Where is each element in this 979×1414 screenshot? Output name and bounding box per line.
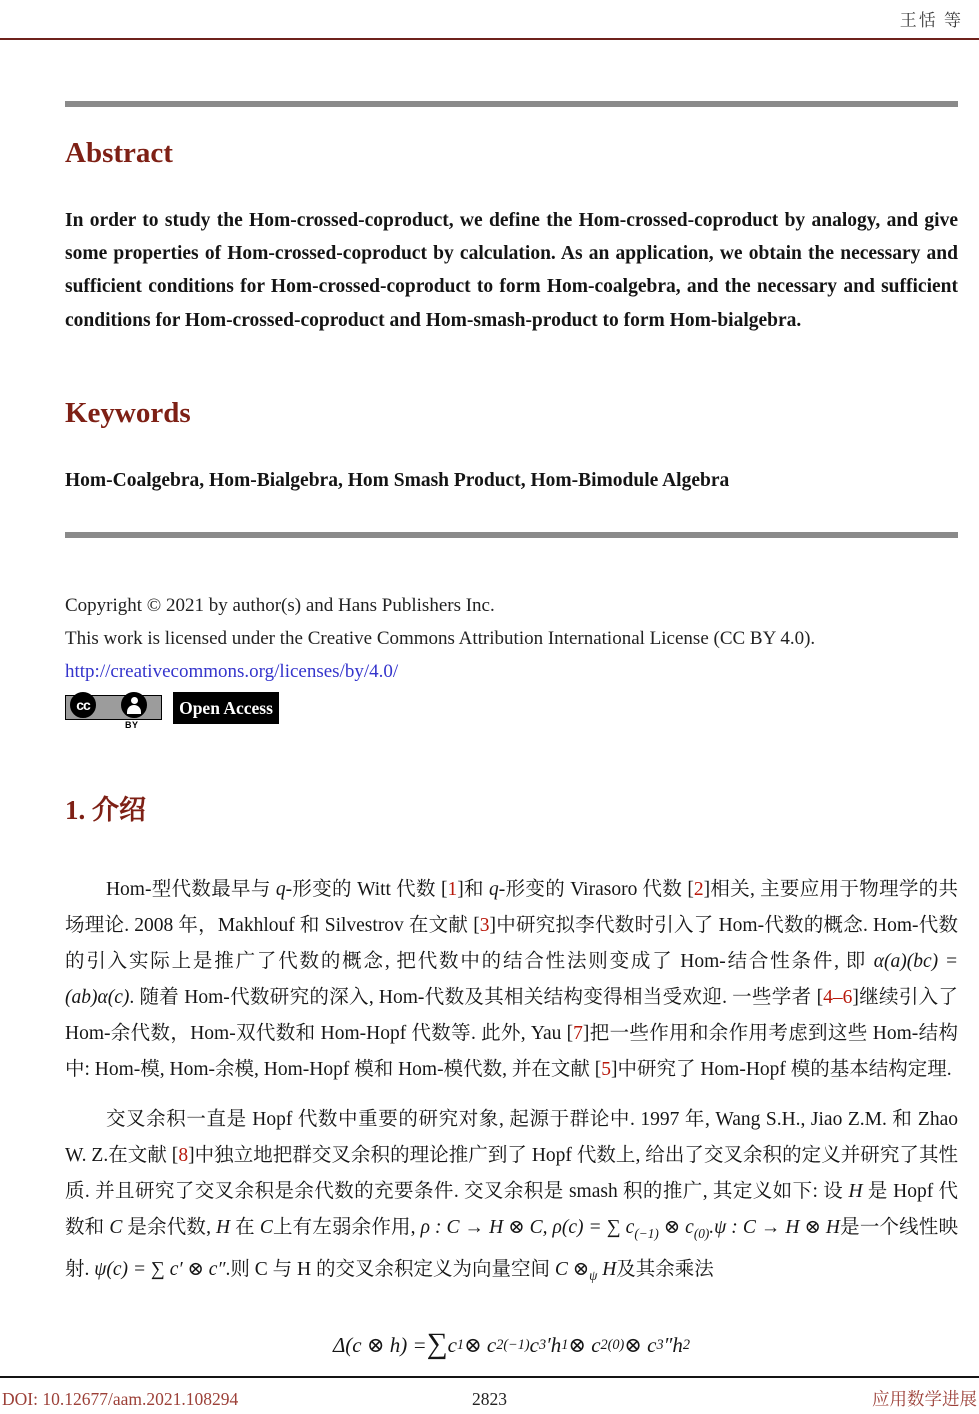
license-link[interactable]: http://creativecommons.org/licenses/by/4.0/ [65,661,399,682]
keywords-heading: Keywords [65,397,191,429]
keywords-divider-bar [65,532,958,538]
header-rule [0,38,979,40]
keywords-text: Hom-Coalgebra, Hom-Bialgebra, Hom Smash Product, Hom-Bimodule Algebra [65,470,730,491]
section-heading: 1. 介绍 [65,795,146,825]
display-formula: Δ(c ⊗ h) = ∑ c 1 ⊗ c 2(−1) c 3 ′h 1 ⊗ c 2(0) ⊗ c 3 ″h 2 [332,1328,690,1361]
person-icon [121,692,147,718]
copyright-line: Copyright © 2021 by author(s) and Hans Publishers Inc. [65,595,495,616]
running-header-author: 王恬 等 [899,11,963,30]
open-access-badge[interactable] [173,692,279,724]
journal-name: 应用数学进展 [872,1389,977,1409]
cc-by-label: BY [125,720,139,730]
introduction-body [65,872,958,1308]
abstract-divider-bar [65,101,958,107]
running-header [900,6,963,31]
cc-by-badge[interactable] [65,692,164,729]
open-access-label: Open Access [179,697,273,718]
page-footer [0,1386,979,1411]
page-number: 2823 [472,1389,507,1409]
cc-logo-icon [70,692,96,718]
paragraph: Hom-型代数最早与 q-形变的 Witt 代数 [1]和 q-形变的 Virasoro 代数 [2]相关, 主要应用于物理学的共场理论. 2008 年，Makhlouf 和 Silvestrov 在文献 [3]中研究拟李代数时引入了 Hom-代数的概念. Hom-代数的引入实际上是推广了代数的概念, 把代数中的结合性法则变成了 Hom-结合性条件, 即 α(a)(bc) = (ab)α(c). 随着 Hom-代数研究的深入, Hom-代数及其相关结构变得相当受欢迎. 一些学者 [4–6]继续引入了 Hom-余代数，Hom-双代数和 Hom-Hopf 代数等. 此外, Yau [7]把一些作用和余作用考虑到这些 Hom-结构中: Hom-模, Hom-余模, Hom-Hopf 模和 Hom-模代数, 并在文献 [5]中研究了 Hom-Hopf 模的基本结构定理. [65,879,959,1080]
cc-logo-text: cc [76,697,90,713]
license-badges [65,692,279,729]
doi-text: DOI: 10.12677/aam.2021.108294 [2,1389,239,1409]
abstract-text: In order to study the Hom-crossed-coproduct, we define the Hom-crossed-coproduct by analogy, and give some properties of Hom-crossed-coproduct by calculation. As an application, we obtain the necessary and sufficient conditions for Hom-crossed-coproduct to form Hom-coalgebra, and the necessary and sufficient conditions for Hom-crossed-coproduct and Hom-smash-product to form Hom-bialgebra. [65,210,958,331]
abstract-heading: Abstract [65,137,173,169]
license-block [65,589,965,688]
footer-rule [0,1376,979,1378]
license-line: This work is licensed under the Creative Commons Attribution International License (CC BY 4.0). [65,628,816,649]
paragraph: 交叉余积一直是 Hopf 代数中重要的研究对象, 起源于群论中. 1997 年, Wang S.H., Jiao Z.M. 和 Zhao W. Z.在文献 [8]中独立地把群交叉余积的理论推广到了 Hopf 代数上, 给出了交叉余积的定义并研究了其性质. 并且研究了交叉余积是余代数的充要条件. 交叉余积是 smash 积的推广, 其定义如下: 设 H 是 Hopf 代数和 C 是余代数, H 在 C上有左弱余作用, ρ : C → H ⊗ C, ρ(c) = ∑ $c_{(-1)}$ ⊗ $c_{(0)}.\psi$ : C → H ⊗ H是一个线性映射. ψ(c) = ∑ c′ ⊗ c″.则 C 与 H 的交叉余积定义为向量空间 C $\otimes_\psi$ H及其余乘法 [65,1109,959,1283]
